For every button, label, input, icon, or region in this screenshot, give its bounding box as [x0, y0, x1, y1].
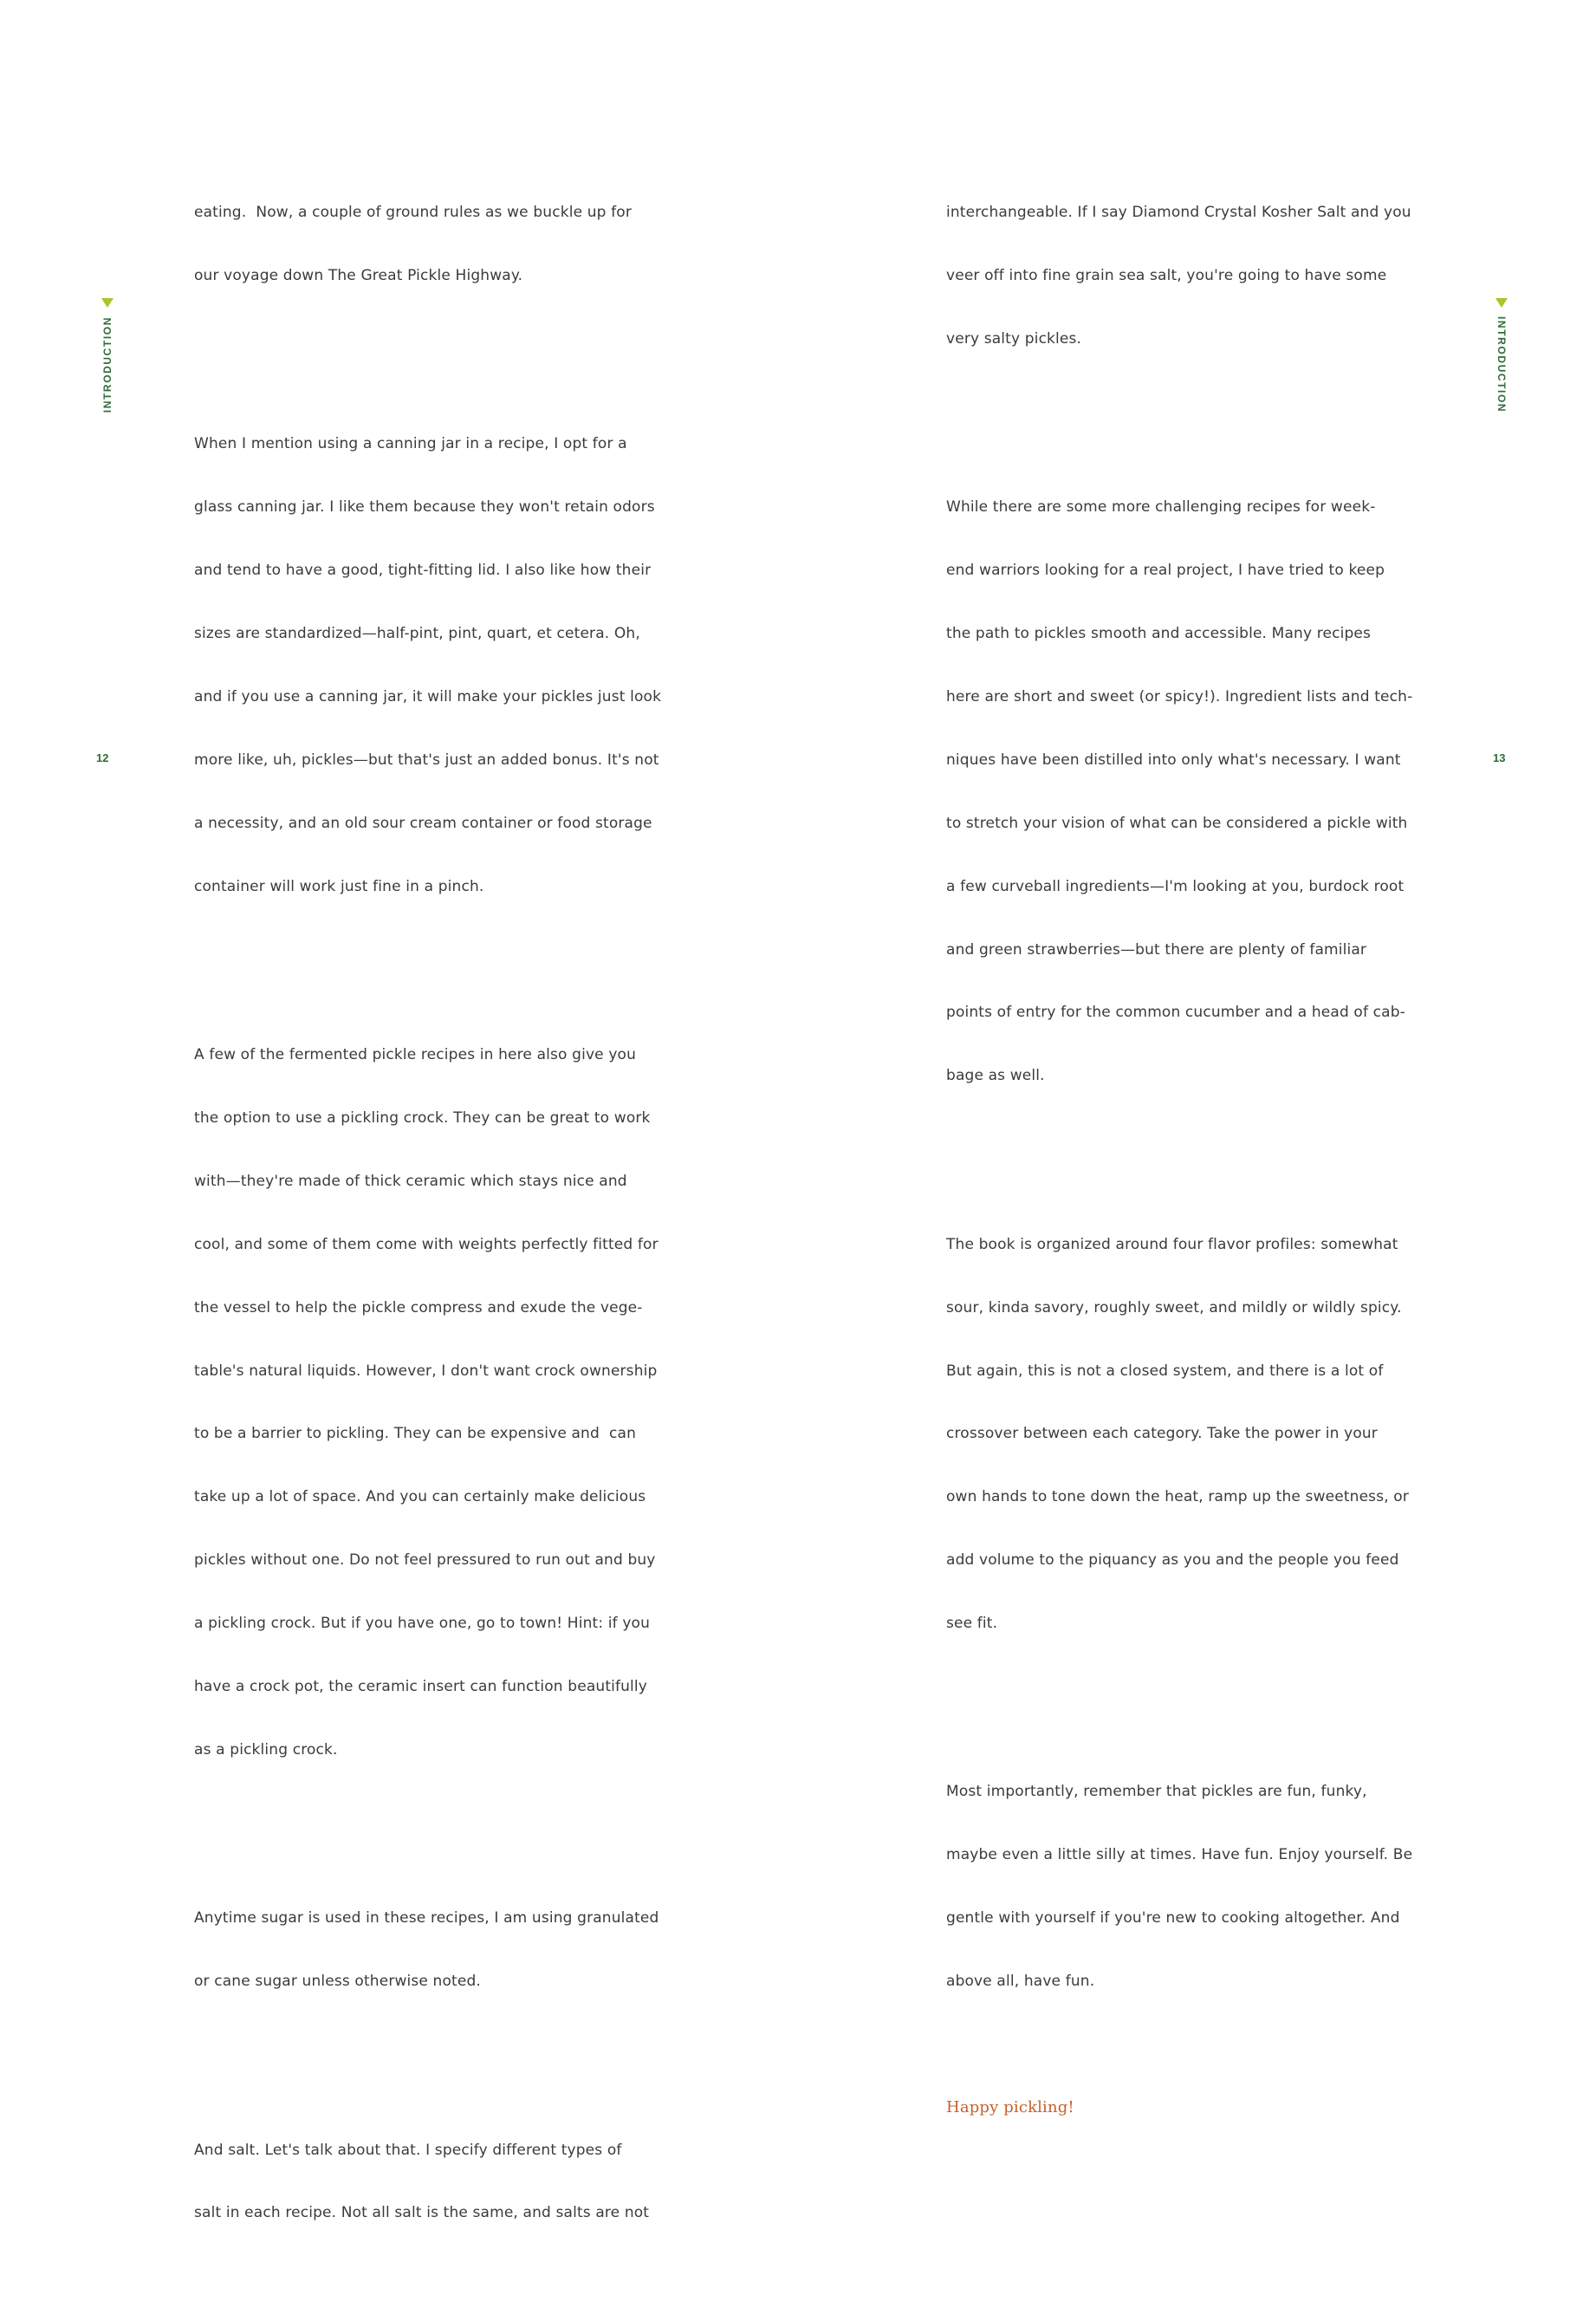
text-line: as a pickling crock.: [194, 1740, 338, 1759]
text-line: interchangeable. If I say Diamond Crystal Kosher Salt and you: [946, 204, 1411, 222]
left-body-text: [194, 118, 661, 2308]
text-line: and green strawberries—but there are plenty of familiar: [946, 940, 1367, 959]
text-line: a pickling crock. But if you have one, go to town! Hint: if you: [194, 1615, 651, 1633]
text-line: and if you use a canning jar, it will make your pickles just look: [194, 688, 662, 706]
paragraph: [194, 392, 661, 939]
text-line: The book is organized around four flavor profiles: somewhat: [946, 1235, 1398, 1253]
text-line: a necessity, and an old sour cream container or food storage: [194, 814, 652, 832]
section-tab-label: INTRODUCTION: [101, 316, 114, 413]
text-line: cool, and some of them come with weights perfectly fitted for: [194, 1235, 659, 1253]
section-tab: [1489, 298, 1514, 413]
text-line: have a crock pot, the ceramic insert can function beautifully: [194, 1677, 648, 1695]
left-page: [0, 0, 798, 2222]
text-line: own hands to tone down the heat, ramp up the sweetness, or: [946, 1488, 1409, 1506]
text-line: niques have been distilled into only what's necessary. I want: [946, 751, 1401, 769]
text-line: bage as well.: [946, 1067, 1045, 1085]
text-line: here are short and sweet (or spicy!). Ingredient lists and tech-: [946, 688, 1413, 706]
paragraph: [194, 1002, 661, 1802]
text-line: eating. Now, a couple of ground rules as we buckle up for: [194, 204, 632, 222]
text-line: see fit.: [946, 1615, 998, 1633]
text-line: the option to use a pickling crock. They can be great to work: [194, 1108, 651, 1127]
text-line: table's natural liquids. However, I don't want crock ownership: [194, 1362, 658, 1380]
text-line: Most importantly, remember that pickles are fun, funky,: [946, 1783, 1367, 1801]
text-line: end warriors looking for a real project, I have tried to keep: [946, 562, 1385, 580]
text-line: and tend to have a good, tight-fitting lid. I also like how their: [194, 562, 652, 580]
text-line: our voyage down The Great Pickle Highway.: [194, 267, 523, 285]
text-line: glass canning jar. I like them because they won't retain odors: [194, 498, 655, 517]
text-line: more like, uh, pickles—but that's just an added bonus. It's not: [194, 751, 659, 769]
text-line: with—they're made of thick ceramic which stays nice and: [194, 1172, 627, 1190]
right-body-text: [946, 118, 1412, 2161]
text-line: the vessel to help the pickle compress and exude the vege-: [194, 1298, 643, 1317]
text-line: salt in each recipe. Not all salt is the same, and salts are not: [194, 2204, 650, 2222]
text-line: gentle with yourself if you're new to cooking altogether. And: [946, 1909, 1400, 1928]
text-line: When I mention using a canning jar in a recipe, I opt for a: [194, 435, 627, 453]
text-line: take up a lot of space. And you can certainly make delicious: [194, 1488, 646, 1506]
text-line: above all, have fun.: [946, 1973, 1095, 1991]
text-line: While there are some more challenging recipes for week-: [946, 498, 1376, 517]
page-number: 12: [96, 751, 109, 764]
text-line: A few of the fermented pickle recipes in here also give you: [194, 1046, 637, 1064]
text-line: to stretch your vision of what can be considered a pickle with: [946, 814, 1408, 832]
text-line: to be a barrier to pickling. They can be expensive and can: [194, 1425, 637, 1443]
text-line: And salt. Let's talk about that. I specify different types of: [194, 2141, 622, 2159]
text-line: But again, this is not a closed system, and there is a lot of: [946, 1362, 1384, 1380]
paragraph: [946, 160, 1412, 392]
text-line: sour, kinda savory, roughly sweet, and mildly or wildly spicy.: [946, 1298, 1402, 1317]
text-line: points of entry for the common cucumber and a head of cab-: [946, 1004, 1405, 1022]
triangle-marker-icon: [101, 298, 114, 308]
paragraph: [946, 1739, 1412, 2034]
section-tab-label: INTRODUCTION: [1495, 316, 1508, 413]
text-line: a few curveball ingredients—I'm looking at you, burdock root: [946, 877, 1405, 895]
text-line: maybe even a little silly at times. Have fun. Enjoy yourself. Be: [946, 1846, 1413, 1864]
text-line: pickles without one. Do not feel pressured to run out and buy: [194, 1551, 656, 1570]
closing-line: Happy pickling!: [946, 2097, 1074, 2116]
text-line: veer off into fine grain sea salt, you're going to have some: [946, 267, 1387, 285]
text-line: container will work just fine in a pinch.: [194, 877, 484, 895]
text-line: very salty pickles.: [946, 329, 1082, 348]
text-line: Anytime sugar is used in these recipes, I am using granulated: [194, 1909, 659, 1928]
paragraph: [194, 2097, 661, 2266]
page-number: 13: [1493, 751, 1506, 764]
paragraph: [194, 160, 661, 328]
section-tab: [95, 298, 120, 413]
paragraph: [194, 1866, 661, 2034]
text-line: the path to pickles smooth and accessible. Many recipes: [946, 625, 1372, 643]
paragraph: [946, 455, 1412, 1129]
text-line: sizes are standardized—half-pint, pint, quart, et cetera. Oh,: [194, 625, 640, 643]
right-page: [798, 0, 1596, 2116]
text-line: add volume to the piquancy as you and the people you feed: [946, 1551, 1399, 1570]
text-line: crossover between each category. Take the power in your: [946, 1425, 1378, 1443]
triangle-marker-icon: [1495, 298, 1508, 308]
paragraph: [946, 1192, 1412, 1676]
text-line: or cane sugar unless otherwise noted.: [194, 1973, 481, 1991]
